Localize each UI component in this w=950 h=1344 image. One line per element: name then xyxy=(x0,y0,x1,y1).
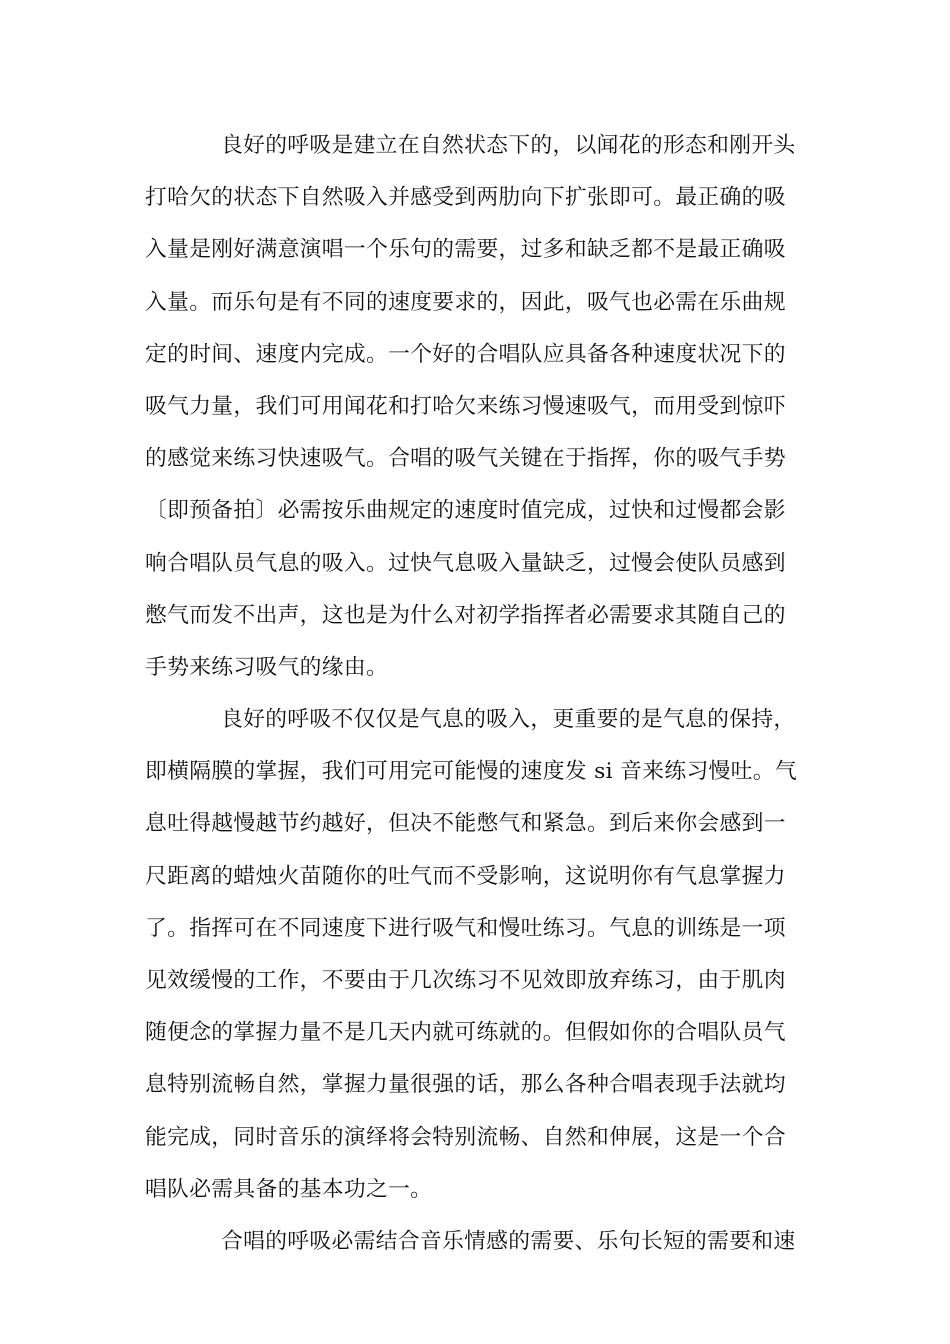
text-line: 入量是刚好满意演唱一个乐句的需要，过多和缺乏都不是最正确吸 xyxy=(145,237,786,263)
text-line: 随便念的掌握力量不是几天内就可练就的。但假如你的合唱队员气 xyxy=(145,1020,786,1046)
text-line: 即横隔膜的掌握，我们可用完可能慢的速度发 si 音来练习慢吐。气 xyxy=(145,759,797,785)
text-line: 的感觉来练习快速吸气。合唱的吸气关键在于指挥，你的吸气手势 xyxy=(145,446,786,472)
paragraph-1 xyxy=(145,131,807,683)
text-line: 〔即预备拍〕必需按乐曲规定的速度时值完成，过快和过慢都会影 xyxy=(145,498,786,524)
text-line: 息特别流畅自然，掌握力量很强的话，那么各种合唱表现手法就均 xyxy=(145,1072,786,1098)
text-line: 手势来练习吸气的缘由。 xyxy=(145,654,389,680)
text-line: 尺距离的蜡烛火苗随你的吐气而不受影响，这说明你有气息掌握力 xyxy=(145,863,786,889)
paragraph-3 xyxy=(145,1227,807,1257)
text-line: 唱队必需具备的基本功之一。 xyxy=(145,1176,433,1202)
document-body xyxy=(145,131,807,1279)
text-line: 了。指挥可在不同速度下进行吸气和慢吐练习。气息的训练是一项 xyxy=(145,915,786,941)
text-line: 入量。而乐句是有不同的速度要求的，因此，吸气也必需在乐曲规 xyxy=(145,289,786,315)
text-line: 见效缓慢的工作，不要由于几次练习不见效即放弃练习，由于肌肉 xyxy=(145,968,786,993)
text-line: 息吐得越慢越节约越好，但决不能憋气和紧急。到后来你会感到一 xyxy=(145,811,786,837)
text-line: 响合唱队员气息的吸入。过快气息吸入量缺乏，过慢会使队员感到 xyxy=(145,550,786,576)
text-line: 吸气力量，我们可用闻花和打哈欠来练习慢速吸气，而用受到惊吓 xyxy=(145,393,786,419)
text-line: 合唱的呼吸必需结合音乐情感的需要、乐句长短的需要和速 xyxy=(221,1228,796,1254)
text-line: 打哈欠的状态下自然吸入并感受到两肋向下扩张即可。最正确的吸 xyxy=(145,185,786,211)
text-line: 定的时间、速度内完成。一个好的合唱队应具备各种速度状况下的 xyxy=(145,341,786,367)
paragraph-2 xyxy=(145,705,807,1205)
text-line: 良好的呼吸不仅仅是气息的吸入，更重要的是气息的保持， xyxy=(221,707,796,733)
text-line: 憋气而发不出声，这也是为什么对初学指挥者必需要求其随自己的 xyxy=(145,602,786,628)
text-line: 良好的呼吸是建立在自然状态下的，以闻花的形态和刚开头 xyxy=(221,133,796,158)
text-line: 能完成，同时音乐的演绎将会特别流畅、自然和伸展，这是一个合 xyxy=(145,1124,786,1150)
